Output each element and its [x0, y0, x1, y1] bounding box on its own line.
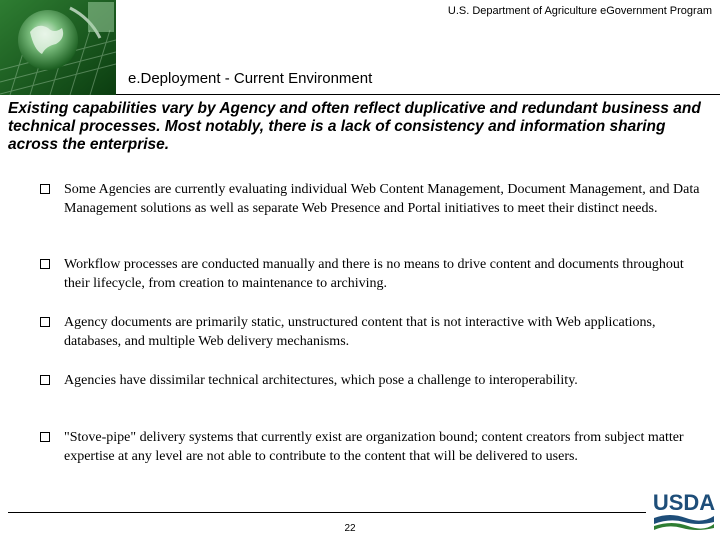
page-number: 22 — [344, 523, 356, 534]
program-name: U.S. Department of Agriculture eGovernment Program — [447, 5, 712, 17]
checkbox-bullet-icon — [40, 184, 50, 194]
footer-divider — [8, 512, 646, 513]
header-graphic — [0, 0, 116, 95]
bullet-text: Workflow processes are conducted manually and there is no means to drive content and documents throughout their lifecycle, from creation to maintenance to archiving. — [64, 257, 684, 291]
list-item — [40, 371, 710, 390]
usda-logo — [650, 488, 718, 536]
checkbox-bullet-icon — [40, 317, 50, 327]
checkbox-bullet-icon — [40, 432, 50, 442]
globe-keyboard-graphic — [0, 0, 116, 95]
list-item — [40, 428, 710, 466]
checkbox-bullet-icon — [40, 375, 50, 385]
intro-statement: Existing capabilities vary by Agency and often reflect duplicative and redundant business and technical processes. Most notably, there is a lack of consistency and information sharing across the enterprise. — [8, 100, 701, 153]
page-title: e.Deployment - Current Environment — [128, 70, 373, 87]
list-item — [40, 313, 710, 351]
list-item — [40, 180, 710, 218]
usda-logo-text: USDA — [652, 490, 716, 515]
list-item — [40, 255, 710, 293]
checkbox-bullet-icon — [40, 259, 50, 269]
bullet-text: Agency documents are primarily static, unstructured content that is not interactive with Web applications, databases, and multiple Web delivery mechanisms. — [64, 315, 656, 349]
bullet-text: Some Agencies are currently evaluating individual Web Content Management, Document Management, and Data Management solutions as well as separate Web Presence and Portal initiatives to meet their distinct needs. — [64, 182, 700, 216]
bullet-text: "Stove-pipe" delivery systems that currently exist are organization bound; content creators from subject matter expertise at any level are not able to contribute to the content that will be delivered to users. — [64, 430, 684, 464]
bullet-text: Agencies have dissimilar technical architectures, which pose a challenge to interoperability. — [64, 373, 578, 388]
title-divider — [116, 94, 720, 95]
